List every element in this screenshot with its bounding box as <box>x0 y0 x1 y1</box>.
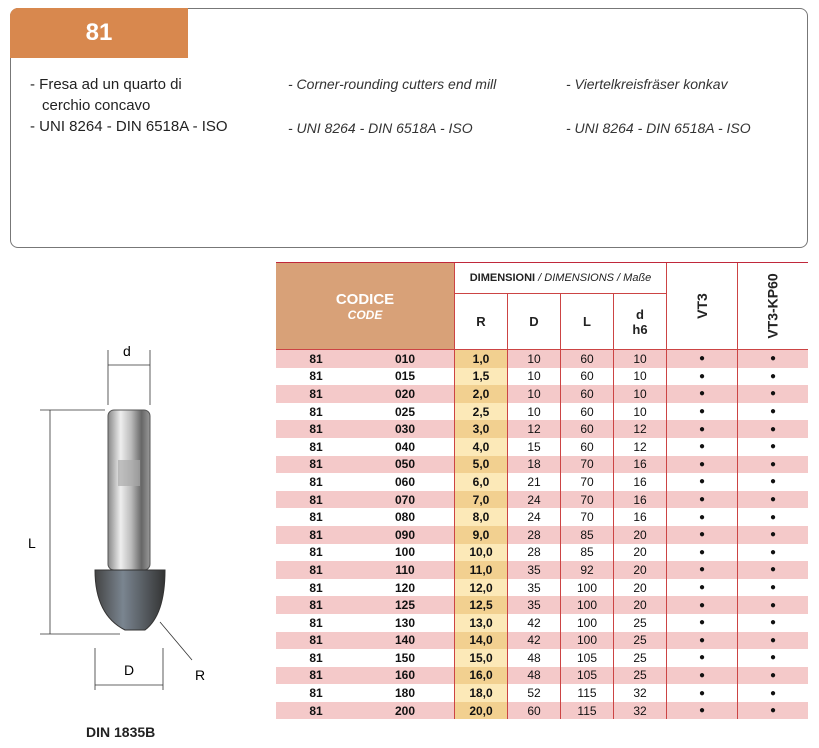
dim-it: DIMENSIONI <box>469 272 536 284</box>
din-standard-label: DIN 1835B <box>86 724 156 740</box>
table-row <box>276 684 808 702</box>
cell-d: 25 <box>614 614 667 632</box>
table-row <box>276 508 808 526</box>
cell-L: 85 <box>561 526 614 544</box>
cell-R: 16,0 <box>455 667 508 685</box>
cell-series: 81 <box>276 473 356 491</box>
cell-vt3: ● <box>667 385 738 403</box>
cell-R: 3,0 <box>455 420 508 438</box>
cell-d: 10 <box>614 368 667 386</box>
cell-D: 18 <box>508 456 561 474</box>
cell-code: 060 <box>356 473 455 491</box>
table-row <box>276 667 808 685</box>
codice-header <box>276 263 455 350</box>
cell-series: 81 <box>276 350 356 368</box>
product-code-tab: 81 <box>10 8 188 58</box>
cell-code: 200 <box>356 702 455 720</box>
vt3-header: VT3 <box>667 263 738 350</box>
col-L-header: L <box>561 294 614 350</box>
cell-d: 10 <box>614 403 667 421</box>
cell-code: 180 <box>356 684 455 702</box>
cell-R: 9,0 <box>455 526 508 544</box>
cell-D: 21 <box>508 473 561 491</box>
dim-de: Maße <box>623 272 652 284</box>
table-row <box>276 473 808 491</box>
cell-vt3: ● <box>667 403 738 421</box>
cell-vt3: ● <box>667 508 738 526</box>
cutter-head <box>95 570 165 630</box>
cell-L: 60 <box>561 350 614 368</box>
cell-vt3kp60: ● <box>738 368 809 386</box>
cell-d: 16 <box>614 456 667 474</box>
table-row <box>276 702 808 720</box>
cell-R: 4,0 <box>455 438 508 456</box>
cell-vt3: ● <box>667 596 738 614</box>
cell-D: 10 <box>508 368 561 386</box>
cell-d: 16 <box>614 508 667 526</box>
cell-R: 10,0 <box>455 544 508 562</box>
cell-d: 12 <box>614 420 667 438</box>
cell-d: 20 <box>614 596 667 614</box>
description-english <box>288 74 558 139</box>
table-row <box>276 649 808 667</box>
label-R: R <box>195 667 206 683</box>
cell-L: 115 <box>561 702 614 720</box>
cell-L: 60 <box>561 438 614 456</box>
table-row <box>276 526 808 544</box>
desc-en-line-1: - Corner-rounding cutters end mill <box>288 76 497 92</box>
table-row <box>276 561 808 579</box>
cell-d: 16 <box>614 473 667 491</box>
cell-vt3: ● <box>667 579 738 597</box>
cell-L: 100 <box>561 579 614 597</box>
cell-R: 12,5 <box>455 596 508 614</box>
cell-code: 030 <box>356 420 455 438</box>
description-german <box>566 74 806 139</box>
cell-D: 24 <box>508 491 561 509</box>
cell-vt3kp60: ● <box>738 420 809 438</box>
cell-D: 12 <box>508 420 561 438</box>
cell-code: 150 <box>356 649 455 667</box>
spec-table <box>276 263 808 719</box>
col-d-header: d h6 <box>614 294 667 350</box>
table-row <box>276 385 808 403</box>
cell-vt3: ● <box>667 456 738 474</box>
cell-code: 025 <box>356 403 455 421</box>
code-label: CODE <box>347 307 383 322</box>
cell-code: 050 <box>356 456 455 474</box>
table-row <box>276 403 808 421</box>
cell-R: 14,0 <box>455 632 508 650</box>
label-D: D <box>124 662 135 678</box>
cell-d: 20 <box>614 544 667 562</box>
table-row <box>276 614 808 632</box>
vt3kp60-header: VT3-KP60 <box>738 263 809 350</box>
cell-series: 81 <box>276 596 356 614</box>
cell-series: 81 <box>276 456 356 474</box>
cell-code: 040 <box>356 438 455 456</box>
R-leader <box>160 622 192 660</box>
cell-vt3: ● <box>667 350 738 368</box>
dimensions-header: DIMENSIONI / DIMENSIONS / Maße <box>455 263 667 294</box>
cell-vt3kp60: ● <box>738 614 809 632</box>
cell-L: 100 <box>561 632 614 650</box>
cell-series: 81 <box>276 561 356 579</box>
cell-R: 2,0 <box>455 385 508 403</box>
cell-vt3kp60: ● <box>738 403 809 421</box>
cell-L: 60 <box>561 385 614 403</box>
cell-d: 32 <box>614 702 667 720</box>
cell-vt3kp60: ● <box>738 350 809 368</box>
cell-series: 81 <box>276 526 356 544</box>
cell-code: 070 <box>356 491 455 509</box>
cell-L: 92 <box>561 561 614 579</box>
desc-it-line-3: - UNI 8264 - DIN 6518A - ISO <box>30 118 228 135</box>
cell-vt3: ● <box>667 473 738 491</box>
table-row <box>276 438 808 456</box>
cell-vt3: ● <box>667 491 738 509</box>
cell-d: 20 <box>614 579 667 597</box>
cell-vt3: ● <box>667 667 738 685</box>
cell-code: 080 <box>356 508 455 526</box>
cell-vt3: ● <box>667 684 738 702</box>
cell-vt3: ● <box>667 614 738 632</box>
cell-d: 20 <box>614 526 667 544</box>
cell-R: 1,5 <box>455 368 508 386</box>
cell-vt3: ● <box>667 649 738 667</box>
cell-R: 6,0 <box>455 473 508 491</box>
col-D-header: D <box>508 294 561 350</box>
table-row <box>276 596 808 614</box>
desc-en-line-2: - UNI 8264 - DIN 6518A - ISO <box>288 120 473 136</box>
cell-d: 25 <box>614 667 667 685</box>
cell-d: 25 <box>614 649 667 667</box>
cell-L: 70 <box>561 473 614 491</box>
cell-series: 81 <box>276 632 356 650</box>
cell-series: 81 <box>276 684 356 702</box>
cell-d: 32 <box>614 684 667 702</box>
cell-L: 85 <box>561 544 614 562</box>
cell-D: 35 <box>508 561 561 579</box>
cell-R: 18,0 <box>455 684 508 702</box>
cell-series: 81 <box>276 649 356 667</box>
cell-d: 10 <box>614 385 667 403</box>
cell-L: 70 <box>561 491 614 509</box>
cell-R: 15,0 <box>455 649 508 667</box>
cell-vt3kp60: ● <box>738 596 809 614</box>
cell-vt3: ● <box>667 544 738 562</box>
cell-series: 81 <box>276 614 356 632</box>
cell-code: 010 <box>356 350 455 368</box>
cell-series: 81 <box>276 420 356 438</box>
cell-vt3kp60: ● <box>738 385 809 403</box>
shank-flat <box>118 460 140 486</box>
shank-shape <box>108 410 150 570</box>
cell-code: 130 <box>356 614 455 632</box>
cell-R: 11,0 <box>455 561 508 579</box>
cell-vt3kp60: ● <box>738 632 809 650</box>
cell-d: 20 <box>614 561 667 579</box>
desc-de-line-1: - Viertelkreisfräser konkav <box>566 76 728 92</box>
cell-vt3kp60: ● <box>738 667 809 685</box>
cell-vt3kp60: ● <box>738 561 809 579</box>
col-R-header: R <box>455 294 508 350</box>
cell-vt3: ● <box>667 632 738 650</box>
cell-d: 16 <box>614 491 667 509</box>
cell-code: 020 <box>356 385 455 403</box>
cell-L: 100 <box>561 614 614 632</box>
cell-vt3kp60: ● <box>738 579 809 597</box>
cell-vt3kp60: ● <box>738 438 809 456</box>
cell-R: 12,0 <box>455 579 508 597</box>
cell-L: 100 <box>561 596 614 614</box>
cell-D: 24 <box>508 508 561 526</box>
cell-R: 8,0 <box>455 508 508 526</box>
cell-L: 115 <box>561 684 614 702</box>
cell-D: 60 <box>508 702 561 720</box>
cell-code: 140 <box>356 632 455 650</box>
table-row <box>276 579 808 597</box>
table-row <box>276 420 808 438</box>
cell-D: 35 <box>508 579 561 597</box>
cell-series: 81 <box>276 544 356 562</box>
cell-L: 105 <box>561 667 614 685</box>
cell-D: 28 <box>508 526 561 544</box>
cell-d: 12 <box>614 438 667 456</box>
cell-D: 35 <box>508 596 561 614</box>
cell-L: 70 <box>561 508 614 526</box>
cell-code: 015 <box>356 368 455 386</box>
cell-R: 5,0 <box>455 456 508 474</box>
cell-series: 81 <box>276 579 356 597</box>
cell-D: 42 <box>508 632 561 650</box>
table-row <box>276 456 808 474</box>
cell-series: 81 <box>276 702 356 720</box>
cell-R: 2,5 <box>455 403 508 421</box>
cell-R: 7,0 <box>455 491 508 509</box>
cell-code: 125 <box>356 596 455 614</box>
cell-vt3: ● <box>667 526 738 544</box>
cell-L: 60 <box>561 420 614 438</box>
desc-de-line-2: - UNI 8264 - DIN 6518A - ISO <box>566 120 751 136</box>
cell-D: 10 <box>508 403 561 421</box>
table-row <box>276 368 808 386</box>
cell-D: 10 <box>508 350 561 368</box>
cell-L: 70 <box>561 456 614 474</box>
cell-code: 160 <box>356 667 455 685</box>
cell-L: 60 <box>561 368 614 386</box>
cell-D: 28 <box>508 544 561 562</box>
desc-it-line-2: cerchio concavo <box>42 97 151 114</box>
cell-series: 81 <box>276 385 356 403</box>
cell-vt3kp60: ● <box>738 456 809 474</box>
cell-series: 81 <box>276 667 356 685</box>
cell-code: 120 <box>356 579 455 597</box>
cell-vt3kp60: ● <box>738 544 809 562</box>
desc-it-line-1: - Fresa ad un quarto di <box>30 76 182 93</box>
cell-R: 20,0 <box>455 702 508 720</box>
cell-series: 81 <box>276 438 356 456</box>
cutter-drawing <box>20 330 260 710</box>
cell-L: 105 <box>561 649 614 667</box>
cell-L: 60 <box>561 403 614 421</box>
cell-series: 81 <box>276 403 356 421</box>
cell-vt3: ● <box>667 368 738 386</box>
cell-d: 25 <box>614 632 667 650</box>
dim-en: DIMENSIONS <box>544 272 614 284</box>
codice-label: CODICE <box>335 290 395 308</box>
description-italian <box>30 74 270 137</box>
cell-vt3: ● <box>667 420 738 438</box>
cell-vt3kp60: ● <box>738 473 809 491</box>
cell-D: 48 <box>508 667 561 685</box>
cell-R: 13,0 <box>455 614 508 632</box>
cell-D: 15 <box>508 438 561 456</box>
label-d: d <box>123 343 131 359</box>
table-row <box>276 632 808 650</box>
cell-D: 48 <box>508 649 561 667</box>
table-row <box>276 491 808 509</box>
table-row <box>276 350 808 368</box>
cell-D: 10 <box>508 385 561 403</box>
cell-series: 81 <box>276 491 356 509</box>
cell-series: 81 <box>276 508 356 526</box>
cell-vt3: ● <box>667 561 738 579</box>
cell-vt3kp60: ● <box>738 649 809 667</box>
cell-vt3kp60: ● <box>738 684 809 702</box>
cell-series: 81 <box>276 368 356 386</box>
cell-code: 110 <box>356 561 455 579</box>
cell-code: 090 <box>356 526 455 544</box>
cell-vt3kp60: ● <box>738 526 809 544</box>
cell-vt3: ● <box>667 702 738 720</box>
table-row <box>276 544 808 562</box>
cell-d: 10 <box>614 350 667 368</box>
cell-D: 42 <box>508 614 561 632</box>
cell-vt3kp60: ● <box>738 508 809 526</box>
cell-vt3: ● <box>667 438 738 456</box>
cell-vt3kp60: ● <box>738 702 809 720</box>
cell-vt3kp60: ● <box>738 491 809 509</box>
cell-R: 1,0 <box>455 350 508 368</box>
cell-D: 52 <box>508 684 561 702</box>
label-L: L <box>28 535 36 551</box>
cell-code: 100 <box>356 544 455 562</box>
